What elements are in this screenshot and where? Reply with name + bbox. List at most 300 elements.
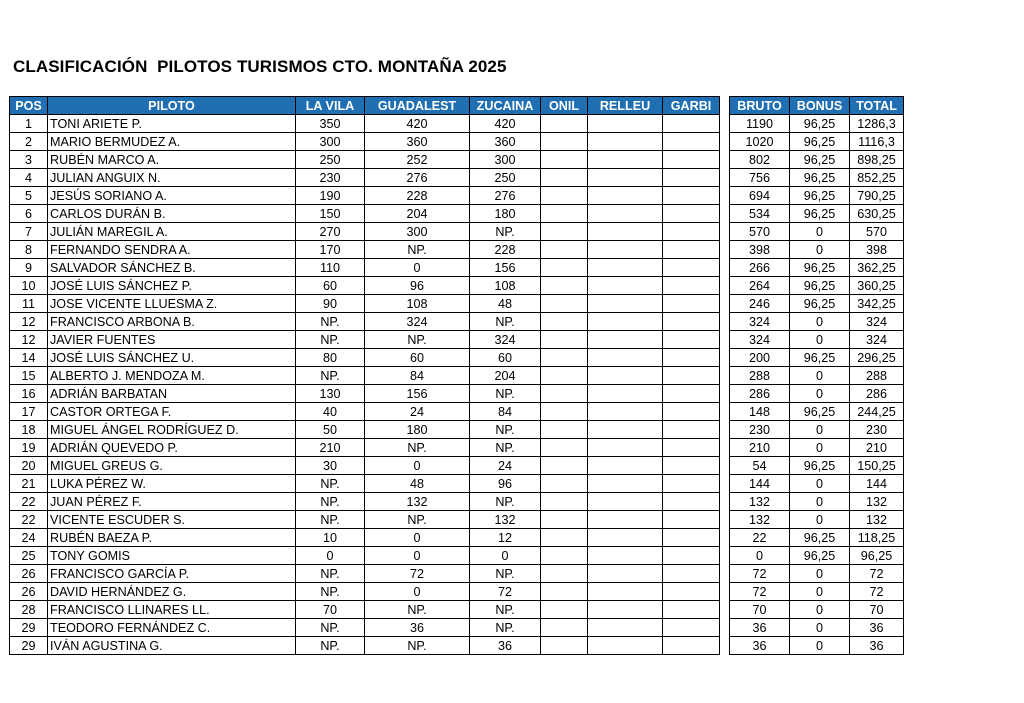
cell-guadalest: NP. xyxy=(365,439,470,457)
table-row xyxy=(10,331,720,349)
cell-bonus: 0 xyxy=(790,619,850,637)
cell-total: 72 xyxy=(850,583,904,601)
cell-relleu xyxy=(588,223,663,241)
table-row xyxy=(10,169,720,187)
cell-garbi xyxy=(663,241,720,259)
cell-la-vila: 170 xyxy=(296,241,365,259)
cell-relleu xyxy=(588,259,663,277)
table-row xyxy=(10,277,720,295)
cell-piloto: RUBÉN MARCO A. xyxy=(48,151,296,169)
cell-bonus: 0 xyxy=(790,331,850,349)
totals-row xyxy=(730,115,904,133)
header-onil: ONIL xyxy=(541,97,588,115)
cell-guadalest: 228 xyxy=(365,187,470,205)
cell-garbi xyxy=(663,313,720,331)
table-row xyxy=(10,583,720,601)
cell-guadalest: 156 xyxy=(365,385,470,403)
cell-relleu xyxy=(588,277,663,295)
cell-relleu xyxy=(588,457,663,475)
table-row xyxy=(10,601,720,619)
cell-pos: 9 xyxy=(10,259,48,277)
cell-piloto: MIGUEL GREUS G. xyxy=(48,457,296,475)
cell-bruto: 200 xyxy=(730,349,790,367)
cell-bruto: 36 xyxy=(730,619,790,637)
cell-guadalest: 0 xyxy=(365,259,470,277)
cell-la-vila: 60 xyxy=(296,277,365,295)
cell-garbi xyxy=(663,475,720,493)
table-row xyxy=(10,421,720,439)
table-row xyxy=(10,637,720,655)
cell-pos: 15 xyxy=(10,367,48,385)
table-row xyxy=(10,349,720,367)
cell-pos: 26 xyxy=(10,583,48,601)
cell-bonus: 96,25 xyxy=(790,259,850,277)
cell-pos: 2 xyxy=(10,133,48,151)
cell-piloto: TONI ARIETE P. xyxy=(48,115,296,133)
cell-pos: 12 xyxy=(10,313,48,331)
cell-bonus: 96,25 xyxy=(790,205,850,223)
cell-garbi xyxy=(663,493,720,511)
cell-guadalest: 0 xyxy=(365,547,470,565)
cell-bruto: 534 xyxy=(730,205,790,223)
totals-row xyxy=(730,457,904,475)
table-row xyxy=(10,619,720,637)
cell-guadalest: 360 xyxy=(365,133,470,151)
cell-onil xyxy=(541,529,588,547)
cell-onil xyxy=(541,403,588,421)
cell-pos: 29 xyxy=(10,637,48,655)
totals-row xyxy=(730,421,904,439)
totals-header-row xyxy=(730,97,904,115)
cell-pos: 12 xyxy=(10,331,48,349)
cell-piloto: FRANCISCO GARCÍA P. xyxy=(48,565,296,583)
cell-zucaina: NP. xyxy=(470,313,541,331)
cell-bruto: 210 xyxy=(730,439,790,457)
totals-row xyxy=(730,619,904,637)
cell-piloto: SALVADOR SÁNCHEZ B. xyxy=(48,259,296,277)
cell-relleu xyxy=(588,403,663,421)
cell-zucaina: NP. xyxy=(470,565,541,583)
cell-bruto: 802 xyxy=(730,151,790,169)
totals-row xyxy=(730,403,904,421)
cell-zucaina: NP. xyxy=(470,223,541,241)
cell-garbi xyxy=(663,511,720,529)
cell-la-vila: 230 xyxy=(296,169,365,187)
cell-bonus: 96,25 xyxy=(790,295,850,313)
cell-guadalest: 420 xyxy=(365,115,470,133)
cell-relleu xyxy=(588,421,663,439)
totals-row xyxy=(730,241,904,259)
cell-bonus: 96,25 xyxy=(790,133,850,151)
cell-relleu xyxy=(588,169,663,187)
cell-pos: 1 xyxy=(10,115,48,133)
cell-piloto: TONY GOMIS xyxy=(48,547,296,565)
cell-bonus: 96,25 xyxy=(790,547,850,565)
cell-bonus: 96,25 xyxy=(790,457,850,475)
cell-bruto: 1190 xyxy=(730,115,790,133)
cell-piloto: FRANCISCO LLINARES LL. xyxy=(48,601,296,619)
cell-piloto: JULIAN ANGUIX N. xyxy=(48,169,296,187)
cell-pos: 20 xyxy=(10,457,48,475)
cell-zucaina: 204 xyxy=(470,367,541,385)
cell-onil xyxy=(541,601,588,619)
cell-pos: 8 xyxy=(10,241,48,259)
cell-relleu xyxy=(588,133,663,151)
cell-onil xyxy=(541,619,588,637)
cell-relleu xyxy=(588,295,663,313)
cell-la-vila: 300 xyxy=(296,133,365,151)
cell-relleu xyxy=(588,475,663,493)
cell-total: 36 xyxy=(850,637,904,655)
cell-relleu xyxy=(588,529,663,547)
cell-piloto: VICENTE ESCUDER S. xyxy=(48,511,296,529)
totals-row xyxy=(730,637,904,655)
cell-piloto: ADRIÁN QUEVEDO P. xyxy=(48,439,296,457)
totals-row xyxy=(730,601,904,619)
cell-pos: 19 xyxy=(10,439,48,457)
cell-onil xyxy=(541,349,588,367)
cell-la-vila: NP. xyxy=(296,313,365,331)
cell-bruto: 54 xyxy=(730,457,790,475)
cell-zucaina: NP. xyxy=(470,439,541,457)
cell-la-vila: 30 xyxy=(296,457,365,475)
cell-relleu xyxy=(588,349,663,367)
cell-zucaina: 0 xyxy=(470,547,541,565)
cell-total: 288 xyxy=(850,367,904,385)
standings-header-row xyxy=(10,97,720,115)
cell-la-vila: 70 xyxy=(296,601,365,619)
cell-piloto: CARLOS DURÁN B. xyxy=(48,205,296,223)
cell-onil xyxy=(541,187,588,205)
cell-piloto: JAVIER FUENTES xyxy=(48,331,296,349)
cell-la-vila: NP. xyxy=(296,367,365,385)
cell-relleu xyxy=(588,205,663,223)
cell-piloto: JUAN PÉREZ F. xyxy=(48,493,296,511)
cell-zucaina: 48 xyxy=(470,295,541,313)
cell-pos: 11 xyxy=(10,295,48,313)
cell-bruto: 288 xyxy=(730,367,790,385)
cell-zucaina: 276 xyxy=(470,187,541,205)
cell-garbi xyxy=(663,169,720,187)
totals-row xyxy=(730,547,904,565)
cell-garbi xyxy=(663,331,720,349)
header-guadalest: GUADALEST xyxy=(365,97,470,115)
cell-bonus: 0 xyxy=(790,511,850,529)
cell-piloto: RUBÉN BAEZA P. xyxy=(48,529,296,547)
cell-la-vila: 350 xyxy=(296,115,365,133)
cell-bruto: 72 xyxy=(730,583,790,601)
cell-garbi xyxy=(663,619,720,637)
cell-onil xyxy=(541,169,588,187)
cell-pos: 7 xyxy=(10,223,48,241)
cell-total: 132 xyxy=(850,493,904,511)
cell-onil xyxy=(541,565,588,583)
header-pos: POS xyxy=(10,97,48,115)
cell-bruto: 324 xyxy=(730,331,790,349)
cell-bruto: 144 xyxy=(730,475,790,493)
cell-guadalest: 72 xyxy=(365,565,470,583)
totals-row xyxy=(730,313,904,331)
cell-onil xyxy=(541,133,588,151)
cell-la-vila: NP. xyxy=(296,583,365,601)
cell-bonus: 0 xyxy=(790,637,850,655)
cell-total: 790,25 xyxy=(850,187,904,205)
cell-total: 324 xyxy=(850,331,904,349)
cell-zucaina: 420 xyxy=(470,115,541,133)
cell-bonus: 96,25 xyxy=(790,277,850,295)
cell-guadalest: 108 xyxy=(365,295,470,313)
cell-total: 570 xyxy=(850,223,904,241)
header-zucaina: ZUCAINA xyxy=(470,97,541,115)
cell-onil xyxy=(541,277,588,295)
totals-row xyxy=(730,475,904,493)
cell-garbi xyxy=(663,547,720,565)
cell-relleu xyxy=(588,547,663,565)
totals-row xyxy=(730,583,904,601)
cell-pos: 4 xyxy=(10,169,48,187)
cell-relleu xyxy=(588,115,663,133)
cell-onil xyxy=(541,313,588,331)
table-row xyxy=(10,439,720,457)
cell-la-vila: 110 xyxy=(296,259,365,277)
totals-row xyxy=(730,385,904,403)
cell-la-vila: NP. xyxy=(296,565,365,583)
page-title: CLASIFICACIÓN PILOTOS TURISMOS CTO. MONTAÑA 2025 xyxy=(13,57,507,76)
cell-total: 362,25 xyxy=(850,259,904,277)
cell-onil xyxy=(541,385,588,403)
cell-piloto: FRANCISCO ARBONA B. xyxy=(48,313,296,331)
cell-total: 1286,3 xyxy=(850,115,904,133)
cell-onil xyxy=(541,205,588,223)
cell-guadalest: 204 xyxy=(365,205,470,223)
cell-onil xyxy=(541,223,588,241)
cell-guadalest: 60 xyxy=(365,349,470,367)
cell-pos: 17 xyxy=(10,403,48,421)
cell-bruto: 22 xyxy=(730,529,790,547)
cell-onil xyxy=(541,511,588,529)
cell-piloto: MARIO BERMUDEZ A. xyxy=(48,133,296,151)
cell-zucaina: NP. xyxy=(470,385,541,403)
cell-total: 296,25 xyxy=(850,349,904,367)
cell-bonus: 0 xyxy=(790,385,850,403)
cell-bruto: 230 xyxy=(730,421,790,439)
cell-la-vila: 0 xyxy=(296,547,365,565)
cell-bruto: 1020 xyxy=(730,133,790,151)
cell-zucaina: 36 xyxy=(470,637,541,655)
cell-total: 72 xyxy=(850,565,904,583)
table-row xyxy=(10,241,720,259)
cell-pos: 21 xyxy=(10,475,48,493)
totals-row xyxy=(730,277,904,295)
cell-total: 898,25 xyxy=(850,151,904,169)
cell-pos: 3 xyxy=(10,151,48,169)
totals-row xyxy=(730,331,904,349)
cell-piloto: JULIÁN MAREGIL A. xyxy=(48,223,296,241)
standings-table xyxy=(9,96,720,655)
cell-piloto: IVÁN AGUSTINA G. xyxy=(48,637,296,655)
table-row xyxy=(10,457,720,475)
cell-onil xyxy=(541,583,588,601)
cell-piloto: TEODORO FERNÁNDEZ C. xyxy=(48,619,296,637)
cell-bonus: 0 xyxy=(790,367,850,385)
cell-relleu xyxy=(588,637,663,655)
cell-bonus: 96,25 xyxy=(790,187,850,205)
cell-total: 342,25 xyxy=(850,295,904,313)
cell-guadalest: NP. xyxy=(365,331,470,349)
cell-la-vila: 80 xyxy=(296,349,365,367)
cell-zucaina: NP. xyxy=(470,421,541,439)
cell-la-vila: NP. xyxy=(296,637,365,655)
cell-bonus: 0 xyxy=(790,601,850,619)
totals-row xyxy=(730,169,904,187)
table-row xyxy=(10,133,720,151)
totals-row xyxy=(730,223,904,241)
cell-pos: 6 xyxy=(10,205,48,223)
cell-bruto: 132 xyxy=(730,511,790,529)
cell-zucaina: NP. xyxy=(470,493,541,511)
cell-pos: 25 xyxy=(10,547,48,565)
cell-total: 144 xyxy=(850,475,904,493)
cell-onil xyxy=(541,367,588,385)
cell-onil xyxy=(541,259,588,277)
cell-garbi xyxy=(663,565,720,583)
table-row xyxy=(10,367,720,385)
cell-zucaina: 12 xyxy=(470,529,541,547)
cell-bonus: 0 xyxy=(790,241,850,259)
table-row xyxy=(10,565,720,583)
cell-onil xyxy=(541,439,588,457)
cell-pos: 10 xyxy=(10,277,48,295)
cell-la-vila: NP. xyxy=(296,619,365,637)
cell-bruto: 0 xyxy=(730,547,790,565)
cell-bonus: 0 xyxy=(790,421,850,439)
cell-relleu xyxy=(588,439,663,457)
cell-guadalest: NP. xyxy=(365,511,470,529)
cell-la-vila: 50 xyxy=(296,421,365,439)
cell-bonus: 96,25 xyxy=(790,349,850,367)
cell-zucaina: 324 xyxy=(470,331,541,349)
cell-total: 1116,3 xyxy=(850,133,904,151)
cell-guadalest: 48 xyxy=(365,475,470,493)
header-bonus: BONUS xyxy=(790,97,850,115)
cell-relleu xyxy=(588,583,663,601)
totals-table xyxy=(729,96,904,655)
cell-garbi xyxy=(663,421,720,439)
cell-total: 210 xyxy=(850,439,904,457)
cell-bruto: 266 xyxy=(730,259,790,277)
cell-garbi xyxy=(663,133,720,151)
cell-guadalest: 300 xyxy=(365,223,470,241)
cell-total: 286 xyxy=(850,385,904,403)
cell-pos: 24 xyxy=(10,529,48,547)
totals-row xyxy=(730,151,904,169)
cell-garbi xyxy=(663,529,720,547)
cell-zucaina: 360 xyxy=(470,133,541,151)
cell-relleu xyxy=(588,367,663,385)
cell-onil xyxy=(541,241,588,259)
cell-bruto: 148 xyxy=(730,403,790,421)
cell-garbi xyxy=(663,187,720,205)
cell-zucaina: 96 xyxy=(470,475,541,493)
table-row xyxy=(10,511,720,529)
cell-zucaina: 60 xyxy=(470,349,541,367)
cell-la-vila: 90 xyxy=(296,295,365,313)
cell-zucaina: NP. xyxy=(470,601,541,619)
cell-zucaina: 180 xyxy=(470,205,541,223)
cell-onil xyxy=(541,475,588,493)
table-row xyxy=(10,493,720,511)
table-row xyxy=(10,475,720,493)
cell-bruto: 324 xyxy=(730,313,790,331)
header-garbi: GARBI xyxy=(663,97,720,115)
cell-relleu xyxy=(588,313,663,331)
cell-guadalest: 132 xyxy=(365,493,470,511)
cell-guadalest: 84 xyxy=(365,367,470,385)
cell-guadalest: NP. xyxy=(365,601,470,619)
totals-row xyxy=(730,493,904,511)
totals-row xyxy=(730,295,904,313)
cell-bruto: 72 xyxy=(730,565,790,583)
cell-la-vila: 210 xyxy=(296,439,365,457)
cell-relleu xyxy=(588,241,663,259)
cell-bruto: 70 xyxy=(730,601,790,619)
cell-la-vila: 190 xyxy=(296,187,365,205)
cell-zucaina: 300 xyxy=(470,151,541,169)
cell-guadalest: 180 xyxy=(365,421,470,439)
cell-total: 36 xyxy=(850,619,904,637)
cell-total: 324 xyxy=(850,313,904,331)
cell-zucaina: 84 xyxy=(470,403,541,421)
cell-guadalest: 0 xyxy=(365,583,470,601)
cell-relleu xyxy=(588,565,663,583)
cell-onil xyxy=(541,151,588,169)
cell-total: 118,25 xyxy=(850,529,904,547)
table-row xyxy=(10,547,720,565)
cell-bruto: 398 xyxy=(730,241,790,259)
totals-row xyxy=(730,133,904,151)
cell-guadalest: 36 xyxy=(365,619,470,637)
cell-onil xyxy=(541,331,588,349)
totals-row xyxy=(730,205,904,223)
cell-zucaina: 132 xyxy=(470,511,541,529)
cell-la-vila: NP. xyxy=(296,511,365,529)
cell-onil xyxy=(541,457,588,475)
cell-relleu xyxy=(588,151,663,169)
totals-row xyxy=(730,529,904,547)
cell-bonus: 96,25 xyxy=(790,169,850,187)
totals-row xyxy=(730,511,904,529)
cell-guadalest: 324 xyxy=(365,313,470,331)
cell-relleu xyxy=(588,331,663,349)
cell-piloto: JOSE VICENTE LLUESMA Z. xyxy=(48,295,296,313)
cell-relleu xyxy=(588,493,663,511)
cell-total: 398 xyxy=(850,241,904,259)
cell-piloto: JOSÉ LUIS SÁNCHEZ P. xyxy=(48,277,296,295)
header-relleu: RELLEU xyxy=(588,97,663,115)
cell-pos: 29 xyxy=(10,619,48,637)
totals-row xyxy=(730,367,904,385)
cell-relleu xyxy=(588,619,663,637)
cell-bonus: 0 xyxy=(790,223,850,241)
cell-total: 96,25 xyxy=(850,547,904,565)
header-bruto: BRUTO xyxy=(730,97,790,115)
cell-onil xyxy=(541,493,588,511)
cell-pos: 26 xyxy=(10,565,48,583)
cell-pos: 18 xyxy=(10,421,48,439)
cell-total: 630,25 xyxy=(850,205,904,223)
cell-guadalest: 0 xyxy=(365,457,470,475)
cell-bruto: 756 xyxy=(730,169,790,187)
